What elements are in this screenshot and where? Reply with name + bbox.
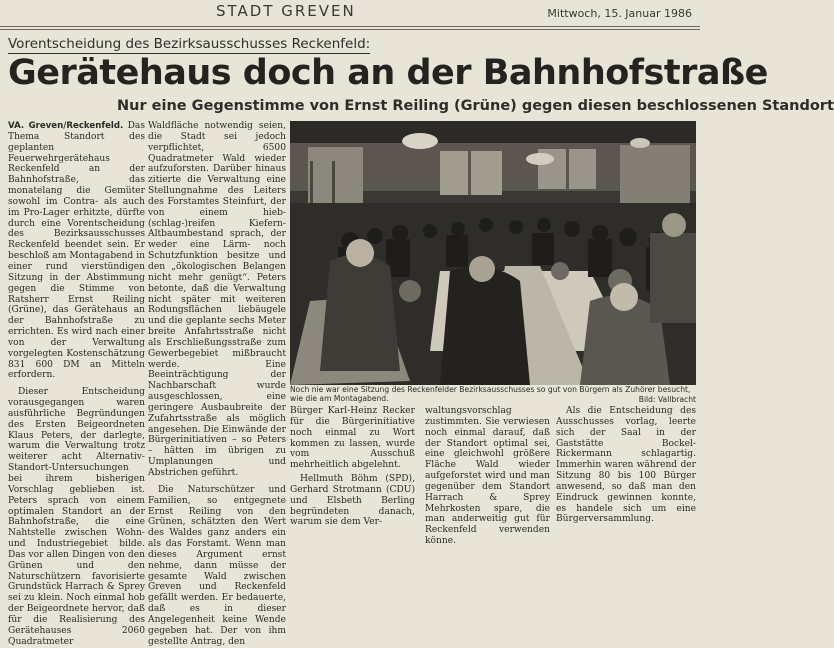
meeting-photo — [290, 121, 696, 385]
paragraph: Als die Entscheidung des Ausschusses vorlag, leerte sich der Saal in der Gaststätte Bockel-Rickermann schlagartig. Immerhin waren während der Sitzung 80 bis 100 Bürger anwesend, so daß man den Eindruck gewinnen konnte, es handele sich um eine Bürgerversammlung. — [556, 406, 696, 525]
article-column-1 — [8, 121, 145, 647]
article-column-2 — [148, 121, 286, 647]
article-dateline: VA. Greven/Reckenfeld. — [8, 121, 124, 131]
caption-text: Noch nie war eine Sitzung des Reckenfelder Bezirksausschusses so gut von Bürgern als Zuhörer besucht, wie die am Montagabend. — [290, 385, 691, 403]
section-title: STADT GREVEN — [216, 2, 356, 20]
masthead-rule-2 — [0, 29, 700, 30]
article-column-5 — [556, 406, 696, 525]
paragraph: Die Naturschützer und Familien, so entgegnete Ernst Reiling von den Grünen, schätzten den Wert des Waldes ganz anders ein als das Forstamt. Wenn man dieses Argument ernst nehme, dann müsse der gesamte Wald zwischen Greven und Reckenfeld gefällt werden. Er bedauerte, daß es in dieser Angelegenheit keine Wende gegeben hat. Der von ihm gestellte Antrag, den — [148, 484, 286, 647]
meeting-hall-picture — [290, 121, 696, 385]
photo-caption — [290, 386, 696, 404]
article-column-3 — [290, 406, 415, 528]
paragraph: Hellmuth Böhm (SPD), Gerhard Strotmann (CDU) und Elsbeth Berling begründeten danach, warum sie dem Ver- — [290, 474, 415, 528]
article-headline: Gerätehaus doch an der Bahnhofstraße — [8, 53, 768, 93]
article-subhead: Nur eine Gegenstimme von Ernst Reiling (Grüne) gegen diesen beschlossenen Standort — [117, 98, 834, 114]
photo-credit: Bild: Vallbracht — [638, 394, 696, 404]
paragraph: Dieser Entscheidung vorausgegangen waren ausführliche Begründungen des Ersten Beigeordneten Klaus Peters, der darlegte, warum die Verwaltung trotz weiterer acht Alternativ-Standort-Untersuchungen bei ihrem bisherigen Vorschlag geblieben ist. Peters sprach von einem optimalen Standort an der Bahnhofstraße, die eine Nahtstelle zwischen Wohn- und Industriegebiet bilde. Das vor allen Dingen von den Grünen und den Naturschützern favorisierte Grundstück Harrach & Sprey sei zu klein. Noch einmal hob der Beigeordnete hervor, daß für die Realisierung des Gerätehauses 2060 Quadratmeter — [8, 387, 145, 647]
masthead-rule — [0, 26, 700, 27]
paragraph — [8, 121, 145, 381]
paragraph: Bürger Karl-Heinz Recker für die Bürgerinitiative noch einmal zu Wort kommen zu lassen, wurde vom Ausschuß mehrheitlich abgelehnt. — [290, 406, 415, 471]
masthead — [0, 0, 700, 26]
paragraph: waltungsvorschlag zustimmten. Sie verwiesen noch einmal darauf, daß der Standort optimal sei, eine gleichwohl größere Fläche Wald wieder aufgeforstet wird und man gegenüber dem Standort Harrach & Sprey Mehrkosten spare, die man anderweitig gut für Reckenfeld verwenden könne. — [425, 406, 550, 547]
article-kicker: Vorentscheidung des Bezirksausschusses Reckenfeld: — [8, 36, 371, 52]
paragraph: Waldfläche notwendig seien, die Stadt sei jedoch verpflichtet, 6500 Quadratmeter Wald wieder aufzuforsten. Darüber hinaus zitierte die Verwaltung eine Stellungnahme des Leiters des Forstamtes Steinfurt, der von einem hieb-(schlag-)reifen Kiefern-Altbaumbestand sprach, der weder eine Lärm- noch Schutzfunktion besitze und den „ökologischen Belangen nicht mehr genügt“. Peters betonte, daß die Verwaltung nicht später mit weiteren Rodungsflächen liebäugele und die geplante sechs Meter breite Anfahrtsstraße nicht als Erschließungsstraße zum Gewerbegebiet mißbraucht werde. Eine Beeinträchtigung der Nachbarschaft wurde ausgeschlossen, eine geringere Ausbaubreite der Zufahrtsstraße als möglich angesehen. Die Einwände der Bürgerinitiativen – so Peters – hätten im übrigen zu Umplanungen und Abstrichen geführt. — [148, 121, 286, 478]
paragraph-text: Das Thema Standort des geplanten Feuerwehrgerätehaus Reckenfeld an der Bahnhofstraße, das monatelang die Gemüter sowohl im Contra- als auch im Pro-Lager erhitzte, dürfte durch eine Vorentscheidung des Bezirksausschusses Reckenfeld beendet sein. Er beschloß am Montagabend in einer rund vierstündigen Sitzung in der Abstimmung gegen die Stimme von Ratsherr Ernst Reiling (Grüne), das Gerätehaus an der Bahnhofstraße zu errichten. Es wird nach einer von der Verwaltung vorgelegten Kostenschätzung 831 600 DM an Mitteln erfordern. — [8, 121, 145, 381]
article-column-4 — [425, 406, 550, 547]
issue-date: Mittwoch, 15. Januar 1986 — [547, 7, 692, 20]
